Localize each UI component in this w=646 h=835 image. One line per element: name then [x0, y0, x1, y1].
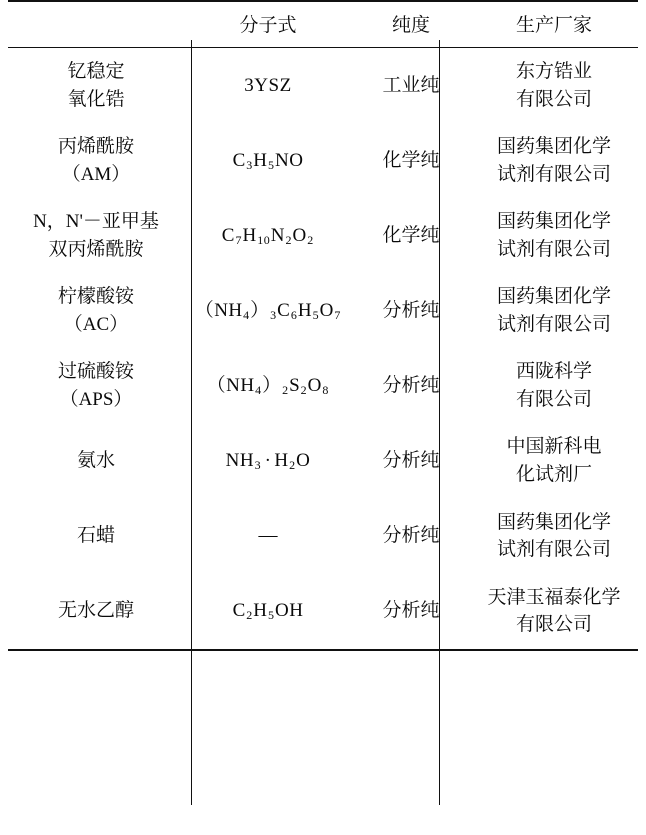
table-row: [8, 574, 638, 650]
cell-formula: [184, 423, 352, 498]
cell-material-name: [8, 123, 184, 198]
text-line: 柠檬酸铵: [57, 286, 134, 308]
text-line: 石蜡: [76, 525, 115, 547]
text-line: 国药集团化学: [496, 136, 611, 158]
cell-material-name: [8, 574, 184, 650]
table-header: [8, 1, 638, 48]
cell-manufacturer: [470, 348, 638, 423]
cell-formula: [184, 574, 352, 650]
cell-manufacturer: [470, 123, 638, 198]
cell-formula: [184, 198, 352, 273]
table-row: [8, 273, 638, 348]
table-header-row: [8, 1, 638, 48]
materials-table: [8, 0, 638, 651]
table-row: [8, 123, 638, 198]
cell-manufacturer: [470, 198, 638, 273]
cell-formula: [184, 273, 352, 348]
cell-formula: [184, 48, 352, 124]
formula-text: $C_3H_5NO$: [232, 149, 304, 172]
cell-manufacturer: [470, 574, 638, 650]
formula-text: $NH_3 \cdot H_2O$: [225, 450, 311, 473]
text-line: 钇稳定: [67, 61, 125, 82]
header-cell-formula: 分子式: [184, 1, 352, 48]
text-line: 双丙烯酰胺: [48, 238, 144, 260]
text-line: 试剂有限公司: [496, 313, 611, 335]
text-line: N，N'－亚甲基: [33, 211, 159, 233]
text-line: （APS）: [59, 388, 133, 410]
header-cell-name: [8, 1, 184, 48]
text-line: 无水乙醇: [57, 600, 134, 622]
text-line: 化试剂厂: [515, 464, 592, 486]
text-line: 国药集团化学: [496, 211, 611, 233]
text-line: 国药集团化学: [496, 286, 611, 308]
cell-manufacturer: [470, 499, 638, 574]
text-line: （AC）: [63, 313, 129, 335]
text-line: 氨水: [76, 450, 115, 472]
cell-purity: 分析纯: [382, 300, 440, 322]
text-line: 有限公司: [515, 614, 592, 636]
column-divider-right: [439, 40, 440, 805]
cell-material-name: [8, 48, 184, 124]
cell-material-name: [8, 423, 184, 498]
formula-text: $C_2H_5OH$: [232, 600, 304, 623]
text-line: 有限公司: [515, 388, 592, 410]
text-line: 有限公司: [515, 88, 592, 110]
table-row: [8, 423, 638, 498]
table-row: [8, 48, 638, 124]
cell-manufacturer: [470, 423, 638, 498]
cell-material-name: [8, 348, 184, 423]
cell-formula: [184, 499, 352, 574]
table-row: [8, 499, 638, 574]
text-line: 国药集团化学: [496, 511, 611, 533]
column-divider-left: [191, 40, 192, 805]
text-line: 过硫酸铵: [57, 361, 134, 383]
cell-purity: 分析纯: [382, 375, 440, 397]
text-line: 西陇科学: [515, 361, 592, 383]
cell-material-name: [8, 198, 184, 273]
text-line: 丙烯酰胺: [57, 136, 134, 158]
cell-formula: [184, 348, 352, 423]
cell-purity: 分析纯: [352, 574, 470, 650]
cell-manufacturer: [470, 273, 638, 348]
table-row: [8, 198, 638, 273]
formula-text: $C_7H_{10}N_2O_2$: [221, 224, 314, 247]
formula-text: $(NH_4)_2S_2O_8$: [206, 375, 329, 398]
text-line: 试剂有限公司: [496, 539, 611, 561]
cell-purity: 化学纯: [382, 149, 440, 171]
text-line: 试剂有限公司: [496, 163, 611, 185]
header-cell-purity: 纯度: [352, 1, 470, 48]
header-cell-manufacturer: 生产厂家: [470, 1, 638, 48]
table-row: [8, 348, 638, 423]
cell-formula: [184, 123, 352, 198]
text-line: 天津玉福泰化学: [487, 586, 621, 608]
cell-manufacturer: [470, 48, 638, 124]
text-line: 东方锆业: [515, 61, 592, 82]
table-body: [8, 48, 638, 650]
text-line: 中国新科电: [506, 436, 602, 458]
cell-purity: 分析纯: [382, 525, 440, 547]
cell-material-name: [8, 273, 184, 348]
text-line: 试剂有限公司: [496, 238, 611, 260]
formula-text: 3YSZ: [244, 74, 292, 96]
cell-material-name: [8, 499, 184, 574]
formula-text: $(NH_4)_3C_6H_5O_7$: [194, 300, 341, 323]
cell-purity: 工业纯: [382, 74, 440, 96]
cell-purity: 化学纯: [382, 224, 440, 246]
text-line: 氧化锆: [67, 88, 125, 110]
text-line: （AM）: [61, 163, 131, 185]
formula-text: —: [258, 525, 278, 547]
cell-purity: 分析纯: [382, 450, 440, 472]
